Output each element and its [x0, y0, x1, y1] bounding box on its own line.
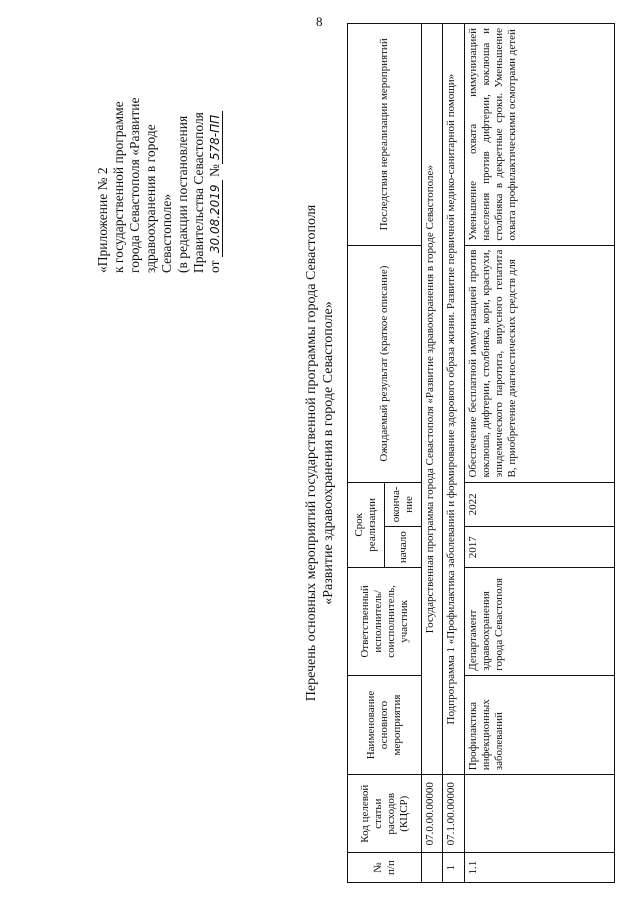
- rotated-sheet: [17, 13, 627, 893]
- measures-table: [347, 23, 615, 883]
- table-row: [465, 24, 615, 883]
- program-code: 07.0.00.00000: [422, 775, 443, 853]
- appendix-line: здравоохранения в городе: [143, 124, 158, 273]
- subprogram-num: 1: [443, 853, 465, 883]
- appendix-line: «Приложение № 2: [95, 167, 110, 273]
- appendix-line: к государственной программе: [111, 101, 126, 273]
- program-text: Государственная программа города Севастополя «Развитие здравоохранения в городе Севастополе»: [422, 24, 443, 775]
- item-result: Обеспечение бесплатной иммунизацией против коклюша, дифтерии, столбняка, кори, краснухи, эпидемического паротита, вирусного гепатита В, приобретение диагностических средств для: [465, 245, 615, 482]
- handwritten-number: 578-ПП: [208, 111, 223, 164]
- appendix-date-line: [207, 43, 223, 273]
- header-code: Код целевой статьи расходов (КЦСР): [348, 775, 422, 853]
- header-period: Срок реализации: [348, 482, 385, 568]
- item-start: 2017: [465, 527, 615, 568]
- subprogram-text: Подпрограмма 1 «Профилактика заболеваний и формирование здорового образа жизни. Развитие первичной медико-санитарной помощи»: [443, 24, 465, 775]
- handwritten-date: 30.08.2019: [208, 180, 223, 257]
- appendix-block: [95, 43, 223, 273]
- title-line-2: «Развитие здравоохранения в городе Севастополе»: [321, 301, 336, 605]
- document-title: [303, 53, 337, 853]
- header-responsible: Ответственный исполнитель/ соисполнитель, участник: [348, 568, 422, 676]
- appendix-line: города Севастополя «Развитие: [127, 97, 142, 273]
- item-responsible: Департамент здравоохранения города Севастополя: [465, 568, 615, 676]
- header-row: [348, 24, 385, 883]
- item-code: [465, 775, 615, 853]
- item-num: 1.1: [465, 853, 615, 883]
- appendix-line: (в редакции постановления: [175, 115, 190, 273]
- number-prefix: №: [207, 164, 222, 178]
- date-prefix: от: [207, 260, 222, 273]
- item-consequences: Уменьшение охвата иммунизацией населения против дифтерии, коклюша и столбняка в декретные сроки. Уменьшение охвата профилактическими осмотрами детей: [465, 24, 615, 246]
- header-end: оконча-ние: [385, 482, 422, 527]
- page-number: 8: [316, 14, 323, 29]
- program-row: [422, 24, 443, 883]
- program-num: [422, 853, 443, 883]
- header-result: Ожидаемый результат (краткое описание): [348, 245, 422, 482]
- appendix-line: Севастополе»: [159, 193, 174, 273]
- item-name: Профилактика инфекционных заболеваний: [465, 675, 615, 775]
- appendix-line: Правительства Севастополя: [191, 112, 206, 273]
- header-num: № п/п: [348, 853, 422, 883]
- subprogram-code: 07.1.00.00000: [443, 775, 465, 853]
- header-name: Наименование основного мероприятия: [348, 675, 422, 775]
- header-start: начало: [385, 527, 422, 568]
- title-line-1: Перечень основных мероприятий государственной программы города Севастополя: [304, 204, 319, 702]
- header-consequences: Последствия нереализации мероприятий: [348, 24, 422, 246]
- subprogram-row: [443, 24, 465, 883]
- item-end: 2022: [465, 482, 615, 527]
